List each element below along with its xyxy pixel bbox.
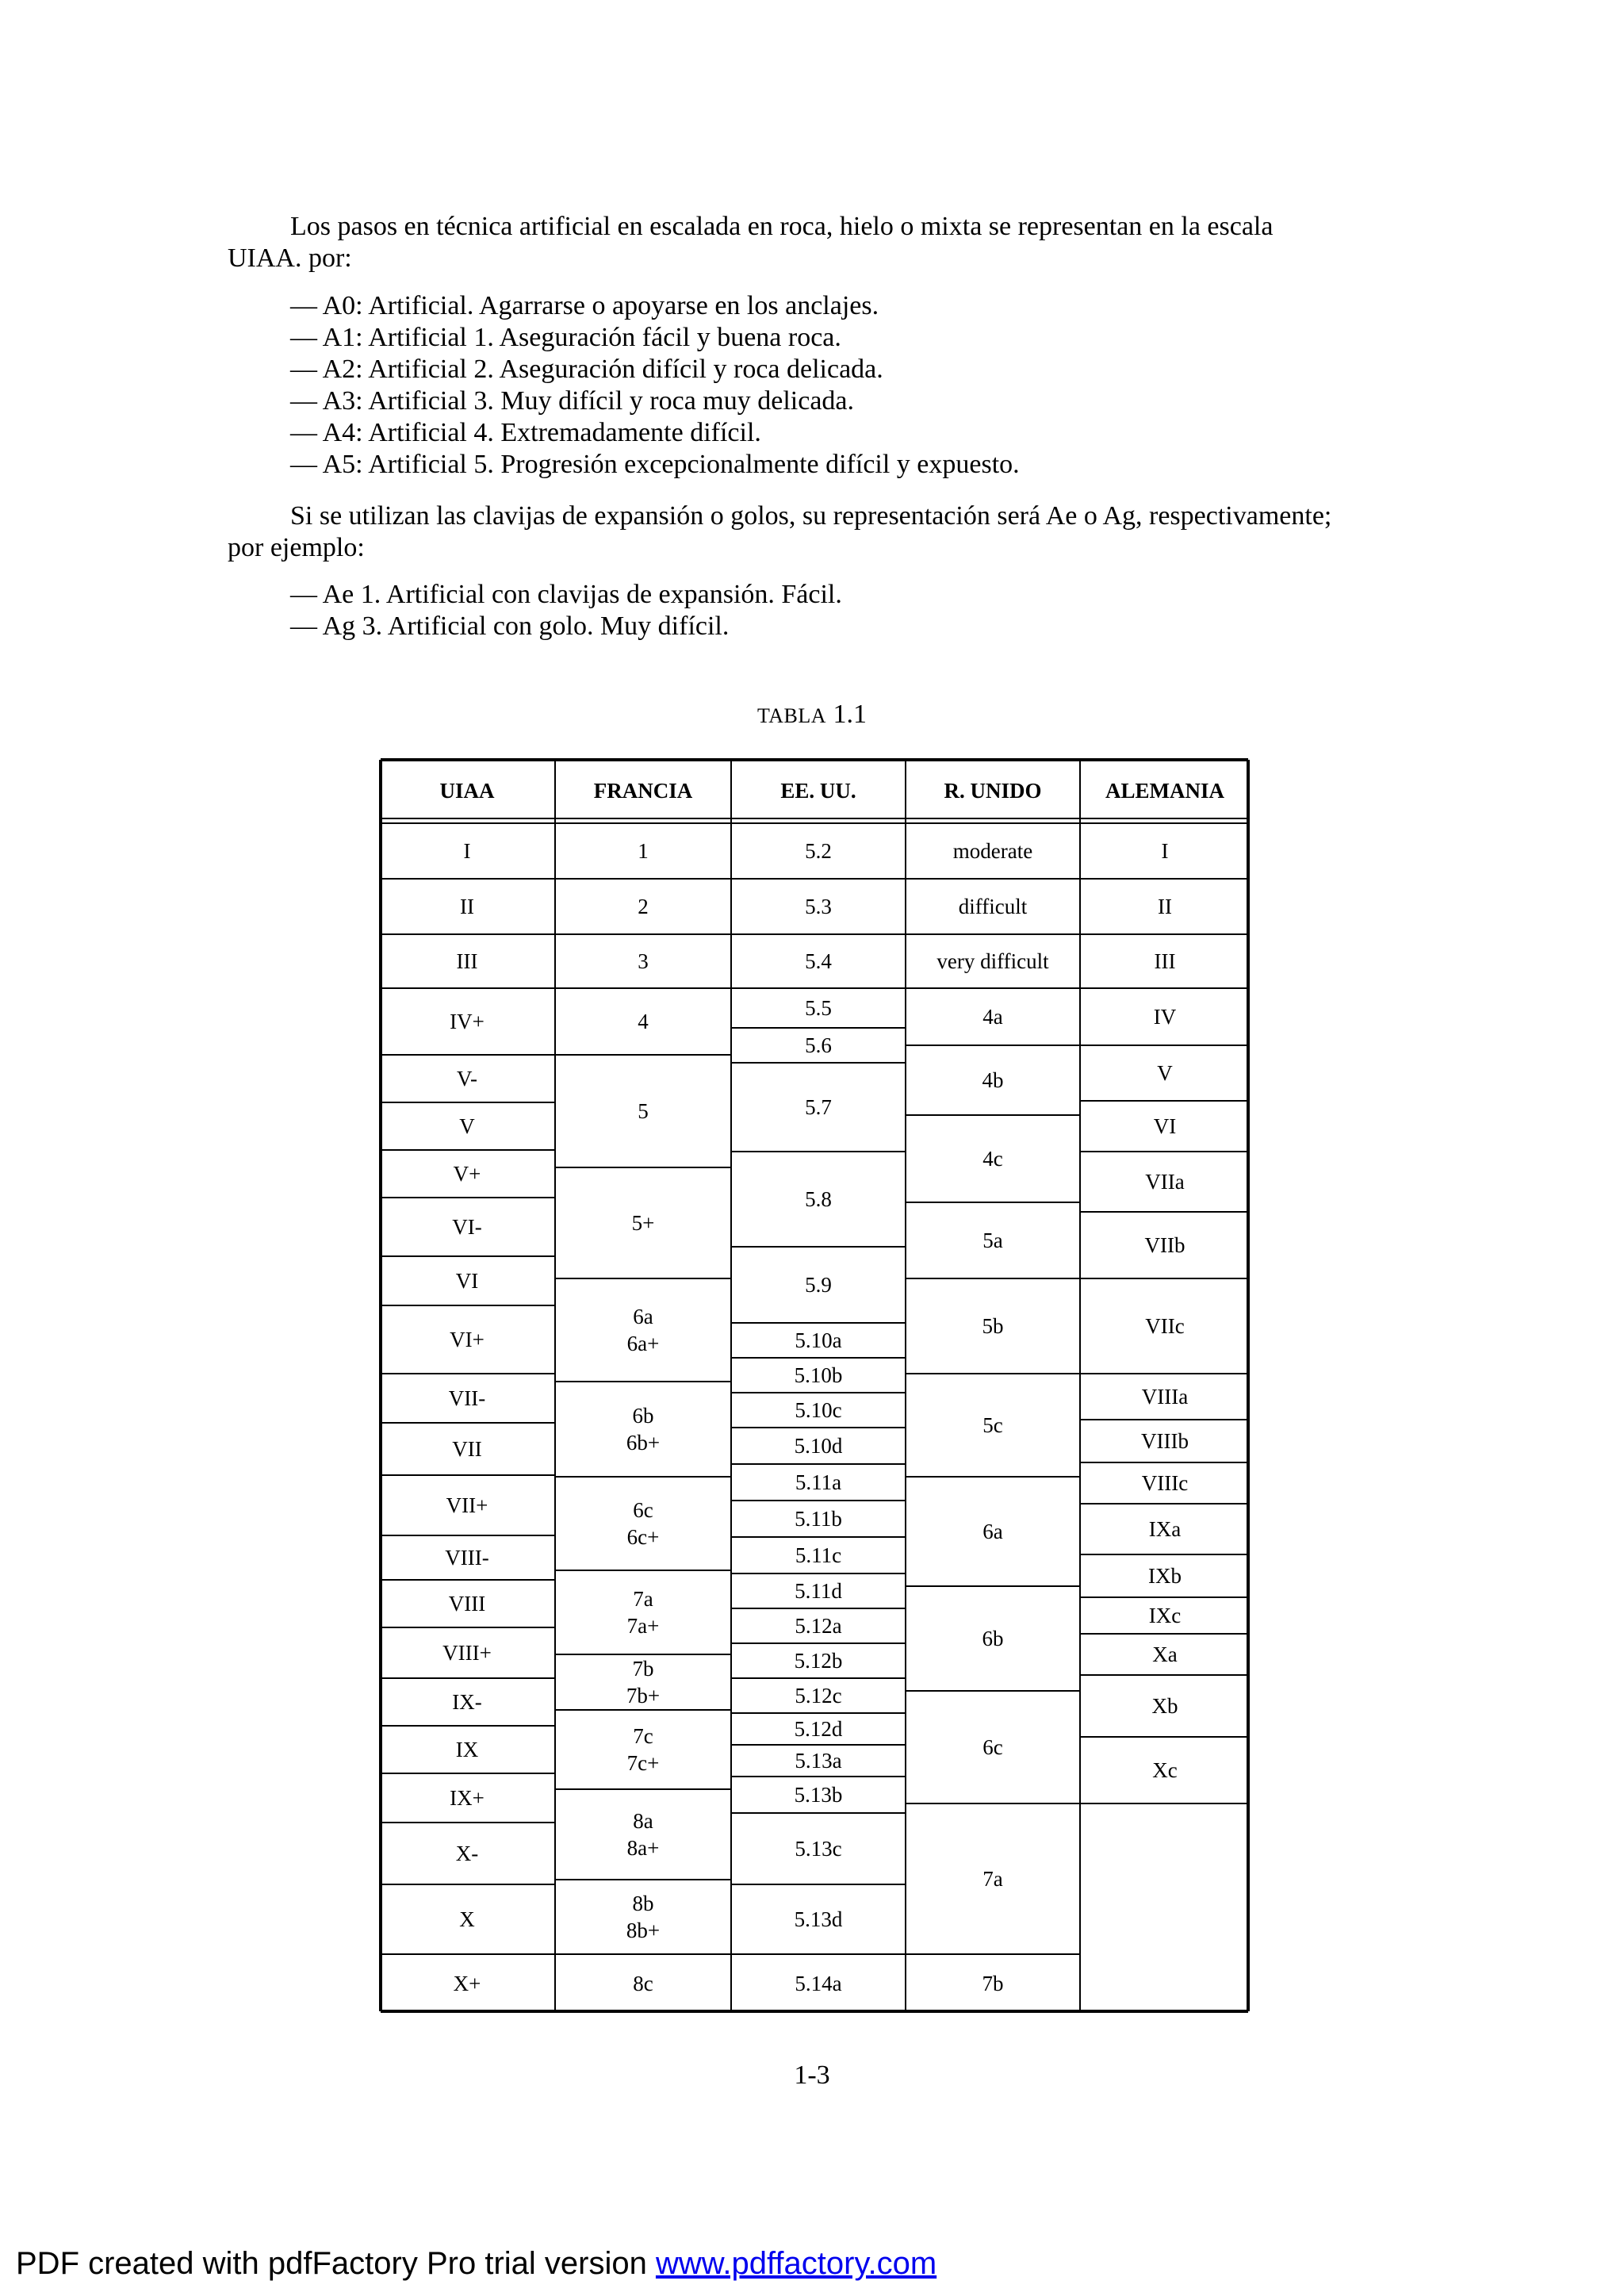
cell-text: 2 xyxy=(638,895,649,918)
cell-uiaa xyxy=(379,1305,555,1374)
cell-francia xyxy=(555,934,731,988)
cell-text: 5.3 xyxy=(805,895,832,918)
cell-text: 7b xyxy=(982,1972,1004,1995)
cell-eeuu xyxy=(731,1745,906,1777)
cell-eeuu xyxy=(731,1028,906,1063)
cell-text: 5.10b xyxy=(794,1363,843,1387)
cell-text: 5+ xyxy=(631,1211,655,1235)
cell-uiaa xyxy=(379,1374,555,1423)
cell-text: 5.9 xyxy=(805,1273,832,1297)
cell-eeuu xyxy=(731,1464,906,1501)
cell-text: 5.13a xyxy=(795,1749,842,1773)
cell-uiaa xyxy=(379,1150,555,1198)
cell-text: 5.8 xyxy=(805,1187,832,1211)
cell-alemania xyxy=(1080,879,1250,934)
intro-line-1: Los pasos en técnica artificial en escalada en roca, hielo o mixta se representan en la escala xyxy=(290,212,1274,241)
grade-comparison-table xyxy=(379,758,1250,2013)
cell-uiaa xyxy=(379,1198,555,1256)
cell-alemania xyxy=(1080,823,1250,879)
cell-text: VIIb xyxy=(1144,1233,1185,1257)
cell-alemania xyxy=(1080,1045,1250,1101)
cell-text: V xyxy=(459,1114,475,1138)
cell-text: I xyxy=(463,839,471,863)
cell-reino-unido xyxy=(906,1115,1080,1202)
cell-alemania xyxy=(1080,1634,1250,1675)
cell-uiaa xyxy=(379,823,555,879)
cell-eeuu xyxy=(731,1573,906,1608)
header-uiaa: UIAA xyxy=(439,779,495,803)
table-caption-number: 1.1 xyxy=(833,700,868,729)
cell-eeuu xyxy=(731,1323,906,1358)
cell-reino-unido xyxy=(906,823,1080,879)
cell-text: VII- xyxy=(448,1386,486,1410)
cell-text: IV xyxy=(1153,1005,1177,1029)
list-item: — A3: Artificial 3. Muy difícil y roca muy delicada. xyxy=(290,386,854,416)
cell-text: 5b xyxy=(982,1314,1004,1338)
header-francia: FRANCIA xyxy=(593,779,693,803)
cell-text: 3 xyxy=(638,949,649,973)
cell-text: 5.7 xyxy=(805,1095,832,1119)
cell-alemania xyxy=(1080,1504,1250,1554)
cell-text: VI xyxy=(455,1269,479,1293)
cell-text: IXb xyxy=(1148,1564,1182,1588)
cell-text: VI- xyxy=(452,1215,482,1239)
cell-francia xyxy=(555,1278,731,1382)
cell-eeuu xyxy=(731,1884,906,1954)
expansion-line-1: Si se utilizan las clavijas de expansión o golos, su representación será Ae o Ag, respectivamente; xyxy=(290,501,1332,531)
cell-uiaa xyxy=(379,1423,555,1475)
cell-francia xyxy=(555,1055,731,1167)
cell-text: 5.13d xyxy=(794,1907,843,1931)
cell-francia xyxy=(555,1654,731,1710)
cell-text: VIIc xyxy=(1145,1314,1185,1338)
cell-eeuu xyxy=(731,1358,906,1393)
cell-text: 8b+ xyxy=(626,1918,661,1942)
cell-francia xyxy=(555,1477,731,1570)
cell-text: 5.11d xyxy=(795,1579,842,1603)
cell-text: VI xyxy=(1153,1114,1177,1138)
cell-uiaa xyxy=(379,1535,555,1580)
cell-text: 5 xyxy=(638,1099,649,1123)
cell-reino-unido xyxy=(906,1803,1080,1954)
cell-text: V- xyxy=(456,1067,477,1091)
cell-text: difficult xyxy=(958,895,1028,918)
cell-text: 1 xyxy=(638,839,649,863)
cell-alemania xyxy=(1080,1212,1250,1278)
cell-uiaa xyxy=(379,1256,555,1305)
cell-text: 5.10a xyxy=(795,1328,842,1352)
cell-text: 7a+ xyxy=(626,1614,660,1638)
cell-text: VIII- xyxy=(445,1546,489,1570)
cell-text: 5.10d xyxy=(794,1434,843,1458)
header-eeuu: EE. UU. xyxy=(780,779,856,803)
cell-text: 5.2 xyxy=(805,839,832,863)
footer-text: PDF created with pdfFactory Pro trial version xyxy=(16,2246,656,2281)
cell-francia xyxy=(555,879,731,934)
cell-text: VI+ xyxy=(450,1328,485,1351)
cell-eeuu xyxy=(731,1428,906,1464)
list-item: — A2: Artificial 2. Aseguración difícil y roca delicada. xyxy=(290,355,883,384)
cell-text: 4c xyxy=(982,1147,1003,1171)
cell-alemania xyxy=(1080,1152,1250,1212)
cell-reino-unido xyxy=(906,1278,1080,1374)
cell-text: IXc xyxy=(1148,1604,1182,1627)
cell-text: 8a+ xyxy=(626,1836,660,1860)
cell-uiaa xyxy=(379,934,555,988)
cell-text: II xyxy=(460,895,474,918)
cell-reino-unido xyxy=(906,1586,1080,1691)
cell-francia xyxy=(555,1710,731,1789)
cell-reino-unido xyxy=(906,988,1080,1045)
cell-eeuu xyxy=(731,1393,906,1428)
cell-text: 4a xyxy=(982,1005,1003,1029)
cell-text: V xyxy=(1157,1061,1173,1085)
cell-eeuu xyxy=(731,1678,906,1713)
cell-text: 5.14a xyxy=(795,1972,842,1995)
cell-uiaa xyxy=(379,1627,555,1678)
table-caption-word: TABLA xyxy=(756,704,827,727)
cell-uiaa xyxy=(379,988,555,1055)
cell-francia xyxy=(555,1789,731,1880)
cell-text: 5.13c xyxy=(795,1837,842,1861)
cell-text: 5.12c xyxy=(795,1684,842,1708)
intro-line-2: UIAA. por: xyxy=(228,243,352,273)
cell-alemania xyxy=(1080,1803,1250,2013)
cell-eeuu xyxy=(731,1537,906,1573)
cell-text: III xyxy=(456,949,478,973)
cell-reino-unido xyxy=(906,1477,1080,1586)
cell-reino-unido xyxy=(906,879,1080,934)
cell-eeuu xyxy=(731,988,906,1028)
cell-alemania xyxy=(1080,988,1250,1045)
cell-francia xyxy=(555,988,731,1055)
cell-uiaa xyxy=(379,1726,555,1773)
cell-reino-unido xyxy=(906,1045,1080,1115)
cell-text: 5a xyxy=(982,1228,1003,1252)
header-reino-unido: R. UNIDO xyxy=(944,779,1042,803)
cell-alemania xyxy=(1080,1737,1250,1803)
cell-text: 8a xyxy=(633,1809,653,1833)
cell-uiaa xyxy=(379,879,555,934)
cell-text: 5.10c xyxy=(795,1398,842,1422)
cell-text: X+ xyxy=(453,1972,481,1995)
table-caption xyxy=(0,700,1624,730)
cell-francia xyxy=(555,1382,731,1477)
cell-text: 7c xyxy=(633,1724,653,1748)
cell-uiaa xyxy=(379,1773,555,1823)
cell-eeuu xyxy=(731,934,906,988)
cell-reino-unido xyxy=(906,1202,1080,1278)
cell-alemania xyxy=(1080,934,1250,988)
cell-uiaa xyxy=(379,1102,555,1150)
cell-alemania xyxy=(1080,1675,1250,1737)
cell-text: very difficult xyxy=(936,949,1049,973)
cell-text: 5.4 xyxy=(805,949,832,973)
cell-text: 7b+ xyxy=(626,1684,661,1708)
cell-uiaa xyxy=(379,1823,555,1884)
cell-alemania xyxy=(1080,1374,1250,1420)
cell-text: II xyxy=(1158,895,1172,918)
cell-text: VII xyxy=(452,1437,482,1461)
cell-text: III xyxy=(1154,949,1176,973)
cell-text: 5.5 xyxy=(805,996,832,1020)
cell-francia xyxy=(555,823,731,879)
cell-text: 7a xyxy=(982,1867,1003,1891)
cell-text: VIIIa xyxy=(1141,1385,1189,1409)
cell-francia xyxy=(555,1954,731,2013)
cell-text: 5.12a xyxy=(795,1614,842,1638)
cell-text: Xa xyxy=(1152,1642,1178,1666)
cell-uiaa xyxy=(379,1475,555,1535)
pdf-footer xyxy=(16,2246,936,2282)
cell-uiaa xyxy=(379,1055,555,1102)
cell-text: 6a xyxy=(633,1305,653,1328)
cell-text: 7a xyxy=(633,1587,653,1611)
cell-text: 5.11c xyxy=(795,1543,842,1567)
cell-text: IX- xyxy=(452,1690,482,1714)
cell-reino-unido xyxy=(906,1691,1080,1803)
list-item: — A4: Artificial 4. Extremadamente difícil. xyxy=(290,418,761,447)
cell-reino-unido xyxy=(906,934,1080,988)
cell-uiaa xyxy=(379,1884,555,1954)
cell-eeuu xyxy=(731,1501,906,1537)
cell-text: Xc xyxy=(1152,1758,1178,1782)
cell-text: Xb xyxy=(1151,1694,1178,1718)
list-item: — Ae 1. Artificial con clavijas de expansión. Fácil. xyxy=(290,580,842,609)
cell-text: 5.11a xyxy=(795,1470,842,1494)
cell-text: 8c xyxy=(633,1972,653,1995)
cell-francia xyxy=(555,1570,731,1654)
cell-text: 5.11b xyxy=(795,1507,842,1531)
cell-text: 5.6 xyxy=(805,1033,832,1057)
cell-text: VII+ xyxy=(446,1493,488,1517)
header-alemania: ALEMANIA xyxy=(1105,779,1224,803)
cell-eeuu xyxy=(731,1063,906,1152)
cell-alemania xyxy=(1080,1462,1250,1504)
expansion-line-2: por ejemplo: xyxy=(228,533,365,562)
cell-reino-unido xyxy=(906,1954,1080,2013)
cell-uiaa xyxy=(379,1580,555,1627)
list-item: — A5: Artificial 5. Progresión excepcionalmente difícil y expuesto. xyxy=(290,450,1020,479)
cell-eeuu xyxy=(731,1608,906,1643)
cell-text: VIIIb xyxy=(1141,1429,1189,1453)
cell-text: 8b xyxy=(632,1892,654,1915)
cell-uiaa xyxy=(379,1954,555,2013)
cell-francia xyxy=(555,1167,731,1278)
cell-text: VIII xyxy=(448,1592,486,1616)
cell-text: I xyxy=(1161,839,1169,863)
cell-reino-unido xyxy=(906,1374,1080,1477)
cell-eeuu xyxy=(731,1643,906,1678)
cell-text: 4b xyxy=(982,1068,1004,1092)
cell-text: 6b xyxy=(982,1627,1004,1650)
cell-eeuu xyxy=(731,1954,906,2013)
footer-link[interactable]: www.pdffactory.com xyxy=(655,2246,937,2281)
cell-text: 7b xyxy=(632,1657,654,1681)
list-item: — A1: Artificial 1. Aseguración fácil y buena roca. xyxy=(290,323,841,352)
cell-text: 6c xyxy=(982,1735,1003,1759)
cell-eeuu xyxy=(731,879,906,934)
cell-text: IX+ xyxy=(450,1786,485,1810)
list-item: — Ag 3. Artificial con golo. Muy difícil. xyxy=(290,611,730,641)
cell-text: 6a xyxy=(982,1520,1003,1543)
cell-alemania xyxy=(1080,1554,1250,1597)
cell-eeuu xyxy=(731,1813,906,1884)
list-item: — A0: Artificial. Agarrarse o apoyarse en los anclajes. xyxy=(290,291,879,320)
cell-text: 4 xyxy=(638,1010,649,1033)
cell-text: VIIa xyxy=(1145,1170,1185,1194)
cell-text: 7c+ xyxy=(626,1751,660,1775)
cell-eeuu xyxy=(731,1152,906,1247)
cell-text: X- xyxy=(455,1842,479,1865)
cell-alemania xyxy=(1080,1101,1250,1152)
cell-text: VIII+ xyxy=(442,1641,492,1665)
cell-text: IXa xyxy=(1148,1517,1182,1541)
page-number: 1-3 xyxy=(794,2060,830,2090)
cell-alemania xyxy=(1080,1597,1250,1634)
cell-text: 6c+ xyxy=(626,1525,660,1549)
cell-eeuu xyxy=(731,823,906,879)
cell-text: IX xyxy=(455,1738,479,1761)
cell-text: 6b+ xyxy=(626,1431,661,1455)
cell-eeuu xyxy=(731,1713,906,1745)
cell-uiaa xyxy=(379,1678,555,1726)
cell-text: X xyxy=(459,1907,475,1931)
cell-eeuu xyxy=(731,1777,906,1813)
cell-text: 6c xyxy=(633,1498,653,1522)
cell-eeuu xyxy=(731,1247,906,1323)
cell-alemania xyxy=(1080,1278,1250,1374)
cell-text: V+ xyxy=(453,1162,481,1186)
cell-alemania xyxy=(1080,1420,1250,1462)
cell-francia xyxy=(555,1880,731,1954)
cell-text: 6a+ xyxy=(626,1332,660,1355)
cell-text: 5.13b xyxy=(794,1783,843,1807)
cell-text: VIIIc xyxy=(1141,1471,1189,1495)
cell-text: 5.12b xyxy=(794,1649,843,1673)
cell-text: IV+ xyxy=(450,1010,485,1033)
cell-text: 5c xyxy=(982,1413,1003,1437)
cell-text: 5.12d xyxy=(794,1717,843,1741)
cell-text: 6b xyxy=(632,1404,654,1428)
cell-text: moderate xyxy=(952,839,1033,863)
